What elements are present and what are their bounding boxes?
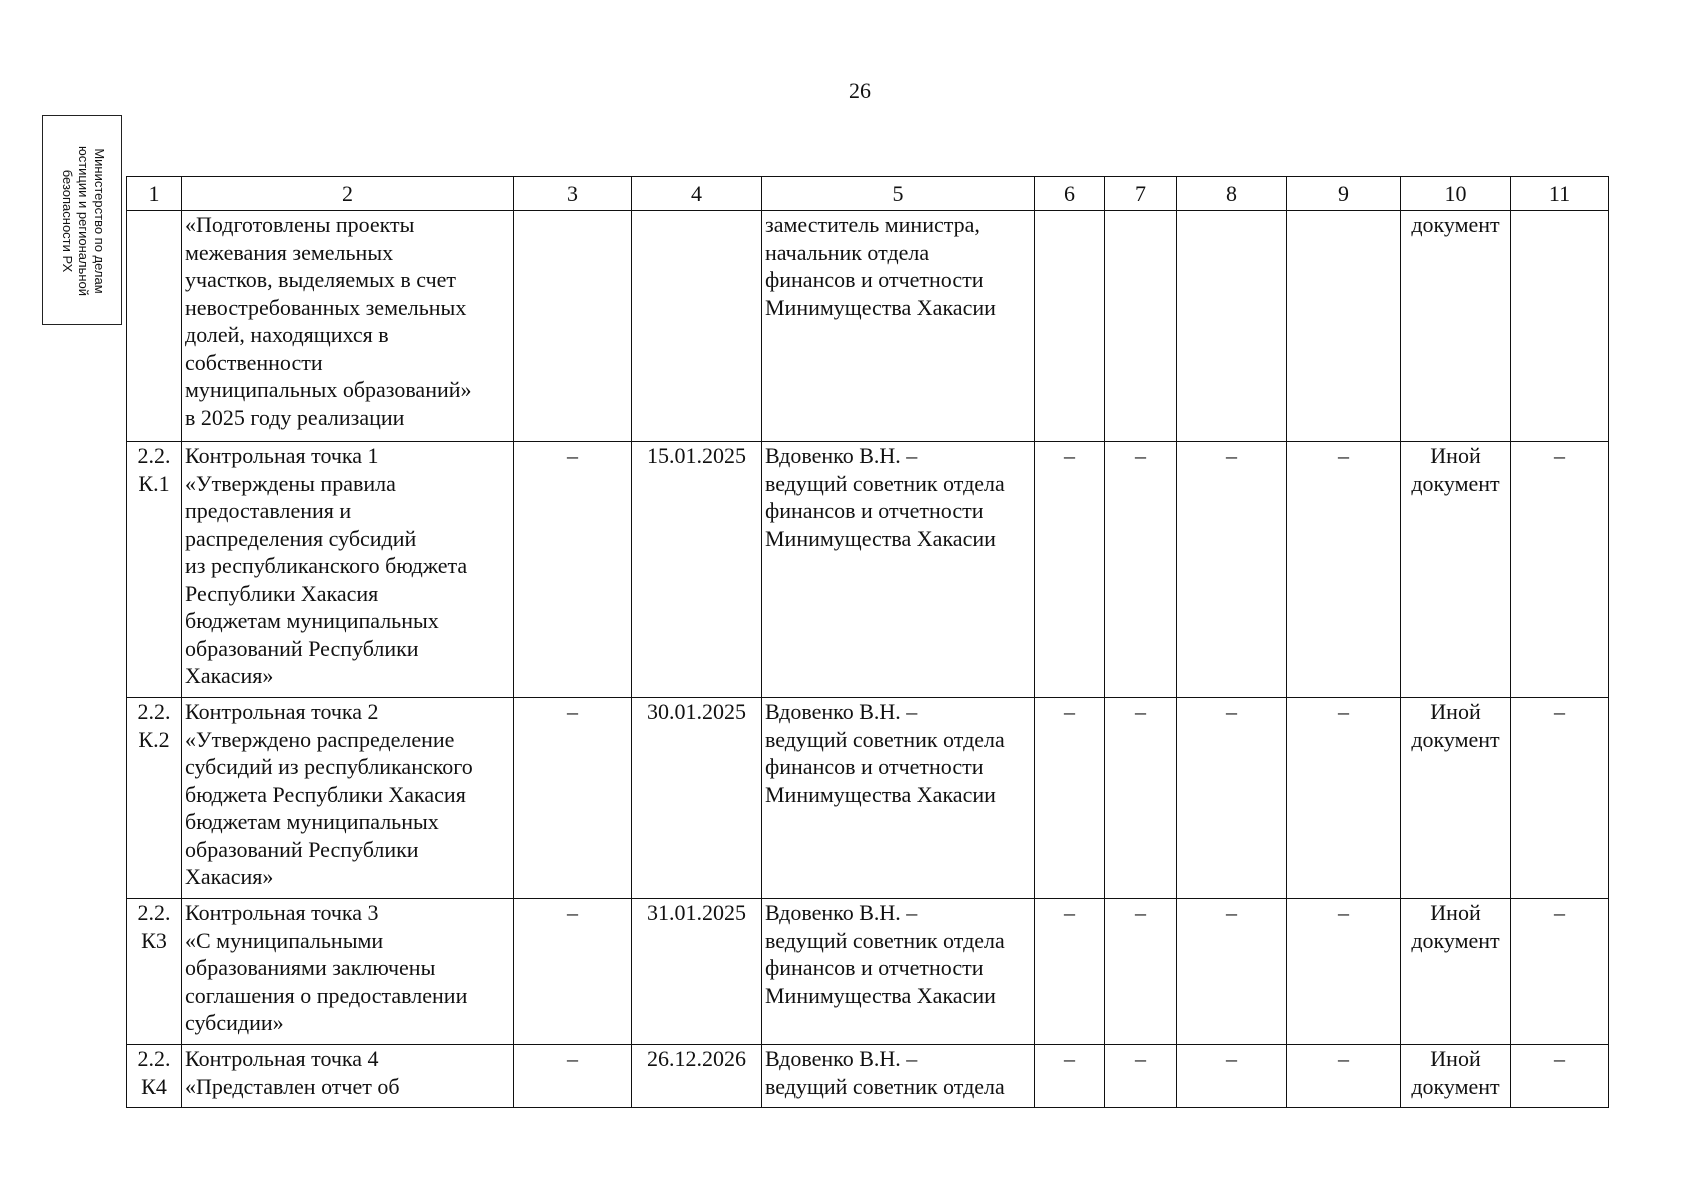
cell-text-line: «Подготовлены проекты <box>185 212 415 237</box>
cell-date <box>632 211 762 442</box>
table-row <box>127 211 1609 442</box>
cell-text-line: «С муниципальными <box>185 927 384 953</box>
cell-document-type <box>1401 698 1511 899</box>
cell-responsible <box>762 442 1035 698</box>
column-header-8: 8 <box>1177 177 1287 211</box>
cell-col7 <box>1105 211 1177 442</box>
cell-col11: – <box>1511 899 1609 1045</box>
cell-text-line: невостребованных земельных <box>185 294 467 320</box>
cell-text-line: ведущий советник отдела <box>765 470 1005 496</box>
cell-text-line: Контрольная точка 2 <box>185 699 379 724</box>
cell-event-name <box>182 211 514 442</box>
cell-text-line: финансов и отчетности <box>765 955 984 980</box>
cell-text-line: Вдовенко В.Н. – <box>765 699 918 724</box>
cell-text-line: бюджетам муниципальных <box>185 809 439 834</box>
table-row <box>127 899 1609 1045</box>
plan-table <box>126 176 1609 1108</box>
cell-number <box>127 899 182 1045</box>
cell-col7: – <box>1105 698 1177 899</box>
column-header-11: 11 <box>1511 177 1609 211</box>
cell-text-line: долей, находящихся в <box>185 322 389 347</box>
cell-document-type <box>1401 1045 1511 1108</box>
column-header-4: 4 <box>632 177 762 211</box>
cell-col9: – <box>1287 442 1401 698</box>
cell-text-line: соглашения о предоставлении <box>185 982 468 1008</box>
cell-col7: – <box>1105 1045 1177 1108</box>
cell-date: 31.01.2025 <box>632 899 762 1045</box>
cell-col8: – <box>1177 442 1287 698</box>
cell-text-line: Республики Хакасия <box>185 580 379 606</box>
column-header-1: 1 <box>127 177 182 211</box>
cell-col3: – <box>514 899 632 1045</box>
cell-col8: – <box>1177 1045 1287 1108</box>
cell-responsible <box>762 1045 1035 1108</box>
cell-text-line: Вдовенко В.Н. – <box>765 1046 918 1071</box>
cell-date: 26.12.2026 <box>632 1045 762 1108</box>
cell-col8: – <box>1177 899 1287 1045</box>
cell-col8: – <box>1177 698 1287 899</box>
cell-text-line: документ <box>1411 927 1500 953</box>
cell-col9: – <box>1287 1045 1401 1108</box>
column-header-10: 10 <box>1401 177 1511 211</box>
cell-text-line: собственности <box>185 349 323 375</box>
cell-number <box>127 1045 182 1108</box>
cell-text-line: Контрольная точка 1 <box>185 443 379 468</box>
cell-text-line: межевания земельных <box>185 239 394 265</box>
cell-text-line: субсидии» <box>185 1010 284 1035</box>
cell-col11: – <box>1511 442 1609 698</box>
cell-text-line: участков, выделяемых в счет <box>185 267 457 292</box>
cell-text-line: финансов и отчетности <box>765 498 984 523</box>
cell-text-line: финансов и отчетности <box>765 267 984 292</box>
cell-col11: – <box>1511 1045 1609 1108</box>
cell-text-line: Минимущества Хакасии <box>765 294 996 320</box>
cell-text-line: Вдовенко В.Н. – <box>765 443 918 468</box>
cell-date: 15.01.2025 <box>632 442 762 698</box>
cell-event-name <box>182 899 514 1045</box>
cell-responsible <box>762 211 1035 442</box>
column-header-9: 9 <box>1287 177 1401 211</box>
cell-text-line: Иной <box>1430 1046 1481 1071</box>
column-header-3: 3 <box>514 177 632 211</box>
cell-col11: – <box>1511 698 1609 899</box>
cell-text-line: в 2025 году реализации <box>185 404 405 430</box>
cell-text-line: образованиями заключены <box>185 955 436 980</box>
cell-col7: – <box>1105 899 1177 1045</box>
cell-text-line: Хакасия» <box>185 663 274 688</box>
cell-document-type <box>1401 442 1511 698</box>
cell-event-name <box>182 698 514 899</box>
cell-text-line: Вдовенко В.Н. – <box>765 900 918 925</box>
stamp-text <box>43 121 123 321</box>
cell-responsible <box>762 899 1035 1045</box>
column-header-6: 6 <box>1035 177 1105 211</box>
cell-text-line: образований Республики <box>185 836 419 862</box>
cell-text-line: документ <box>1411 1073 1500 1099</box>
cell-col9: – <box>1287 899 1401 1045</box>
cell-text-line: Минимущества Хакасии <box>765 982 996 1008</box>
cell-text-line: К3 <box>141 927 167 953</box>
cell-text-line: Иной <box>1430 699 1481 724</box>
stamp-line: юстиции и региональной <box>76 145 91 297</box>
cell-date: 30.01.2025 <box>632 698 762 899</box>
cell-text-line: Контрольная точка 4 <box>185 1046 379 1071</box>
cell-text-line: распределения субсидий <box>185 525 417 551</box>
column-header-5: 5 <box>762 177 1035 211</box>
cell-col3: – <box>514 442 632 698</box>
cell-text-line: Контрольная точка 3 <box>185 900 379 925</box>
cell-text-line: К4 <box>141 1073 167 1099</box>
cell-col6: – <box>1035 698 1105 899</box>
cell-col11 <box>1511 211 1609 442</box>
cell-text-line: бюджетам муниципальных <box>185 608 439 633</box>
cell-text-line: предоставления и <box>185 498 352 523</box>
cell-text-line: «Представлен отчет об <box>185 1073 400 1099</box>
cell-text-line: ведущий советник отдела <box>765 927 1005 953</box>
page-number: 26 <box>849 78 871 103</box>
cell-text-line: бюджета Республики Хакасия <box>185 781 466 807</box>
header-row <box>127 177 1609 211</box>
cell-text-line: муниципальных образований» <box>185 377 472 402</box>
table-row <box>127 698 1609 899</box>
cell-text-line: документ <box>1411 470 1500 496</box>
cell-event-name <box>182 1045 514 1108</box>
cell-col8 <box>1177 211 1287 442</box>
cell-text-line: 2.2. <box>137 699 171 724</box>
cell-col6: – <box>1035 1045 1105 1108</box>
cell-text-line: образований Республики <box>185 635 419 661</box>
cell-text-line: заместитель министра, <box>765 212 980 237</box>
cell-col3 <box>514 211 632 442</box>
cell-event-name <box>182 442 514 698</box>
cell-text-line: «Утверждено распределение <box>185 726 455 752</box>
cell-text-line: К.1 <box>138 470 170 496</box>
cell-col6: – <box>1035 442 1105 698</box>
table-row <box>127 442 1609 698</box>
cell-col3: – <box>514 698 632 899</box>
cell-number <box>127 442 182 698</box>
cell-text-line: начальник отдела <box>765 239 930 265</box>
cell-text-line: «Утверждены правила <box>185 470 396 496</box>
cell-col9 <box>1287 211 1401 442</box>
cell-responsible <box>762 698 1035 899</box>
column-header-2: 2 <box>182 177 514 211</box>
column-header-7: 7 <box>1105 177 1177 211</box>
cell-text-line: субсидий из республиканского <box>185 754 473 779</box>
cell-col3: – <box>514 1045 632 1108</box>
cell-text-line: документ <box>1411 212 1500 237</box>
cell-document-type <box>1401 899 1511 1045</box>
cell-text-line: 2.2. <box>137 900 171 925</box>
cell-col6: – <box>1035 899 1105 1045</box>
stamp-line: безопасности РХ <box>60 169 75 273</box>
stamp-line: Министерство по делам <box>92 148 107 294</box>
cell-text-line: 2.2. <box>137 1046 171 1071</box>
cell-text-line: Минимущества Хакасии <box>765 781 996 807</box>
cell-text-line: 2.2. <box>137 443 171 468</box>
cell-document-type <box>1401 211 1511 442</box>
cell-text-line: финансов и отчетности <box>765 754 984 779</box>
table-row <box>127 1045 1609 1108</box>
registration-stamp <box>42 115 122 325</box>
cell-number <box>127 211 182 442</box>
cell-text-line: ведущий советник отдела <box>765 1073 1005 1099</box>
cell-col9: – <box>1287 698 1401 899</box>
cell-col6 <box>1035 211 1105 442</box>
cell-text-line: документ <box>1411 726 1500 752</box>
cell-text-line: Иной <box>1430 900 1481 925</box>
cell-text-line: ведущий советник отдела <box>765 726 1005 752</box>
cell-number <box>127 698 182 899</box>
cell-text-line: Хакасия» <box>185 864 274 889</box>
cell-col7: – <box>1105 442 1177 698</box>
cell-text-line: К.2 <box>138 726 170 752</box>
cell-text-line: Минимущества Хакасии <box>765 525 996 551</box>
cell-text-line: из республиканского бюджета <box>185 553 468 578</box>
cell-text-line: Иной <box>1430 443 1481 468</box>
